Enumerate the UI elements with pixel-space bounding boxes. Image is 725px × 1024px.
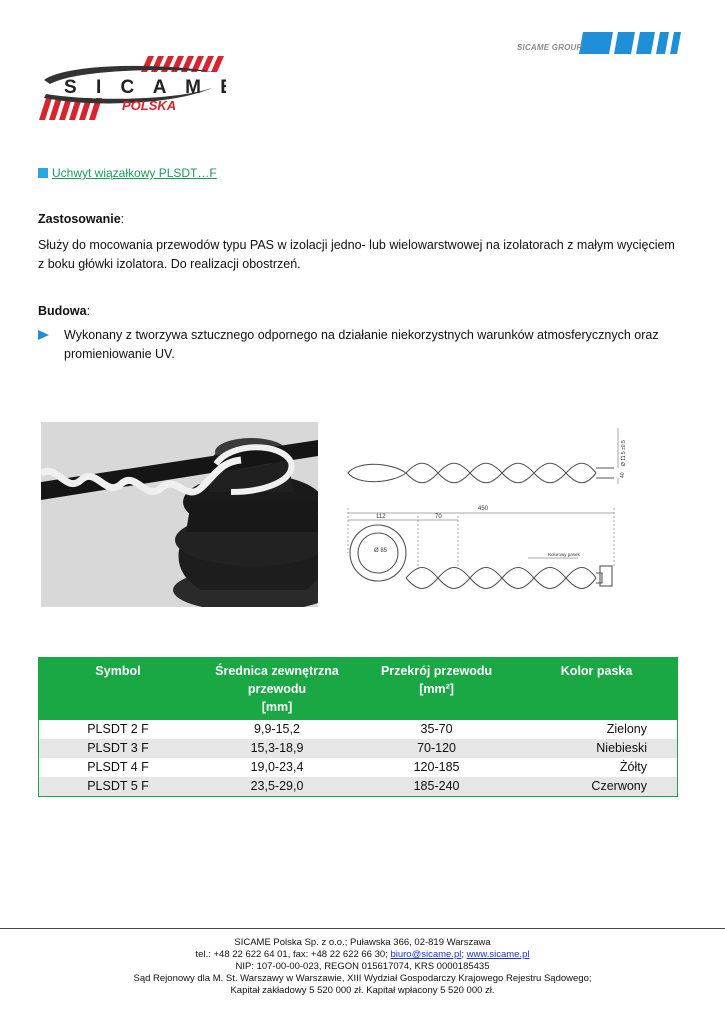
table-row (39, 739, 678, 758)
dim-d85-label: Ø 85 (374, 548, 388, 554)
svg-text:POLSKA: POLSKA (122, 98, 177, 113)
dim-450-label: 450 (478, 506, 489, 512)
tie-drawing-image (338, 418, 630, 613)
cell-cross-section: 70-120 (357, 739, 516, 758)
sicame-group-text: SICAME GROUP (517, 43, 583, 52)
cell-symbol: PLSDT 2 F (39, 720, 198, 739)
sicame-logo-icon (36, 50, 226, 125)
dim-40-label: 40 (620, 472, 626, 478)
cell-color: Niebieski (516, 739, 677, 758)
zastosowanie-heading-label: Zastosowanie (38, 212, 121, 226)
budowa-heading (38, 302, 678, 321)
cell-cross-section: 185-240 (357, 777, 516, 797)
footer-sep: ; (461, 949, 467, 960)
cell-symbol: PLSDT 3 F (39, 739, 198, 758)
product-title (38, 166, 217, 180)
header-strip-color: Kolor paska (516, 658, 677, 721)
cell-diameter: 9,9-15,2 (197, 720, 357, 739)
cell-color: Czerwony (516, 777, 677, 797)
product-table (38, 657, 678, 797)
header-symbol: Symbol (39, 658, 198, 721)
table-row (39, 777, 678, 797)
dim-right-label: Ø 11.5 ±0.5 (621, 440, 627, 466)
footer-capital: Kapitał zakładowy 5 520 000 zł. Kapitał wpłacony 5 520 000 zł. (230, 985, 495, 996)
cell-symbol: PLSDT 4 F (39, 758, 198, 777)
svg-text:S I C A M E: S I C A M E (64, 77, 226, 98)
dim-70-label: 70 (435, 514, 442, 520)
arrow-right-icon (38, 330, 49, 340)
cell-diameter: 15,3-18,9 (197, 739, 357, 758)
footer-court: Sąd Rejonowy dla M. St. Warszawy w Warszawie, XIII Wydział Gospodarczy Krajowego Rejestru Sądowego; (133, 973, 592, 984)
header-cross-section: Przekrój przewodu [mm²] (357, 658, 516, 721)
cell-color: Żółty (516, 758, 677, 777)
zastosowanie-heading (38, 210, 678, 229)
footer-contact (0, 949, 725, 961)
budowa-bullet-text: Wykonany z tworzywa sztucznego odpornego na działanie niekorzystnych warunków atmosferycznych oraz promieniowanie UV. (64, 328, 659, 361)
product-photo (41, 422, 318, 607)
table-row (39, 758, 678, 777)
budowa-heading-label: Budowa (38, 304, 87, 318)
technical-drawing (338, 418, 630, 613)
budowa-bullet (38, 326, 678, 364)
sicame-group-logo (517, 28, 687, 58)
cell-cross-section: 120-185 (357, 758, 516, 777)
website-link[interactable]: www.sicame.pl (466, 949, 530, 960)
zastosowanie-text: Służy do mocowania przewodów typu PAS w izolacji jedno- lub wielowarstwowej na izolatorach z małym wycięciem z boku główki izolatora. Do realizacji obostrzeń. (38, 238, 675, 271)
footer-divider (0, 928, 725, 929)
table-header-row (39, 658, 678, 721)
color-strip-label: Kolorowy pasek (548, 552, 580, 557)
title-square-icon (38, 168, 48, 178)
zastosowanie-colon: : (120, 212, 125, 226)
cell-symbol: PLSDT 5 F (39, 777, 198, 797)
cell-diameter: 19,0-23,4 (197, 758, 357, 777)
cell-diameter: 23,5-29,0 (197, 777, 357, 797)
email-link[interactable]: biuro@sicame.pl (390, 949, 462, 960)
title-text: Uchwyt wiązałkowy PLSDT…F (52, 166, 217, 180)
budowa-colon: : (86, 304, 91, 318)
table-row (39, 720, 678, 739)
sicame-polska-logo (36, 50, 226, 125)
insulator-photo-image (41, 422, 318, 607)
footer-registration: NIP: 107-00-00-023, REGON 015617074, KRS 0000185435 (235, 961, 490, 972)
footer-phone: tel.: +48 22 622 64 01, fax: +48 22 622 66 30; (195, 949, 391, 960)
header-diameter: Średnica zewnętrzna przewodu [mm] (197, 658, 357, 721)
cell-cross-section: 35-70 (357, 720, 516, 739)
dim-112-label: 112 (376, 514, 386, 520)
footer-company: SICAME Polska Sp. z o.o.; Puławska 366, 02-819 Warszawa (234, 937, 491, 948)
cell-color: Zielony (516, 720, 677, 739)
